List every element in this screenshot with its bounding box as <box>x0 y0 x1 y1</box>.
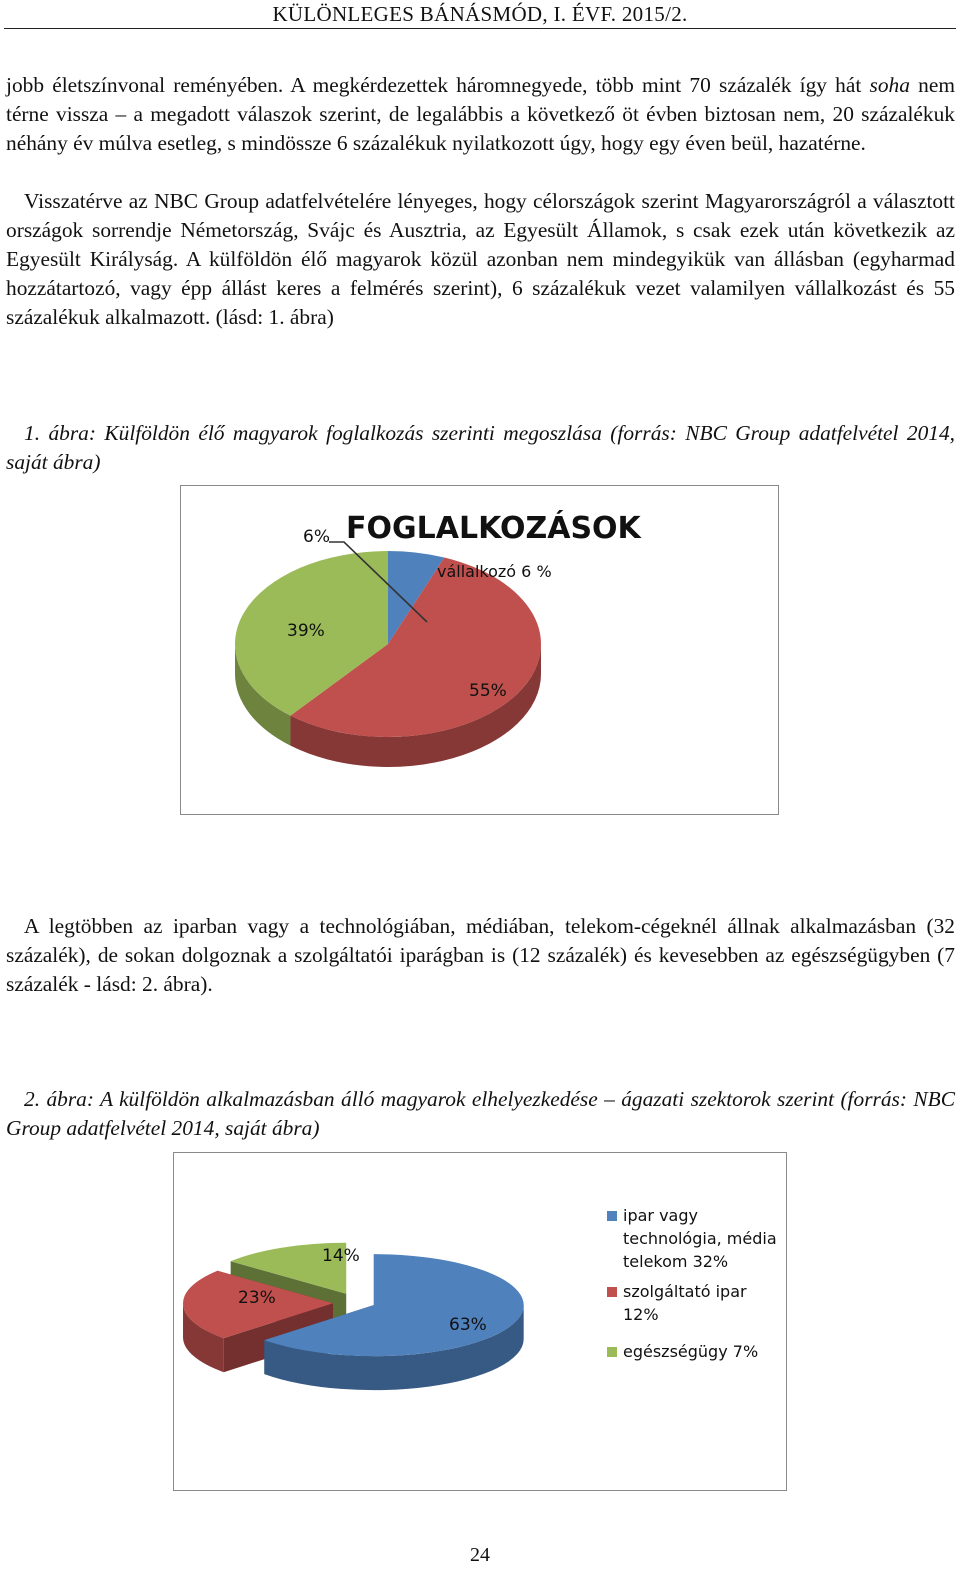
paragraph-2-text: Visszatérve az NBC Group adatfelvételére lényeges, hogy célországok szerint Magyarországról a választott országok sorrendje Németország, Svájc és Ausztria, az Egyesült Államok, s csak ezek után következik az Egyesült Királyság. A külföldön élő magyarok közül azonban nem mindegyikük van állásban (egyharmad hozzátartozó, vagy épp állást keres a felmérés szerint), 6 százalékuk vezet valamilyen vállalkozást és 55 százalékuk alkalmazott. (lásd: 1. ábra) <box>6 189 955 329</box>
paragraph-3 <box>6 912 955 999</box>
figure-2-caption-text: 2. ábra: A külföldön alkalmazásban álló magyarok elhelyezkedése – ágazati szektorok szerint (forrás: NBC Group adatfelvétel 2014, saját ábra) <box>6 1087 955 1140</box>
chart1-label-0: 6% <box>303 527 330 547</box>
paragraph-2 <box>6 187 955 332</box>
chart2-legend-label-0-1: technológia, média <box>623 1229 777 1248</box>
paragraph-1-emphasis: soha <box>869 73 910 97</box>
running-header <box>0 0 960 30</box>
chart1-title: FOGLALKOZÁSOK <box>346 511 641 546</box>
page-number-text: 24 <box>470 1544 490 1566</box>
chart2-label-2: 14% <box>322 1246 360 1266</box>
header-rule <box>4 28 956 29</box>
chart2-legend-swatch-0 <box>607 1211 617 1221</box>
chart2-legend-swatch-2 <box>607 1347 617 1357</box>
paragraph-1-part-b: nem térne vissza – a megadott válaszok szerint, de legalábbis a következő öt évben biztosan nem, 20 százalékuk néhány év múlva esetleg, s mindössze 6 százalékuk nyilatkozott úgy, hogy egy éven beül, hazatérne. <box>6 73 955 155</box>
page-number <box>0 1544 960 1567</box>
chart1-legend-swatch <box>422 566 432 576</box>
figure-2-chart <box>173 1152 787 1491</box>
chart1-label-1: 55% <box>469 681 507 701</box>
paragraph-1-part-a: jobb életszínvonal reményében. A megkérdezettek háromnegyede, több mint 70 százalék így hát <box>6 73 870 97</box>
chart1-label-2: 39% <box>287 621 325 641</box>
chart1-legend-label: vállalkozó 6 % <box>437 562 552 581</box>
figure-1-chart-svg <box>181 486 780 816</box>
chart2-legend-label-1-0: szolgáltató ipar <box>623 1282 747 1301</box>
paragraph-1 <box>6 71 955 158</box>
chart2-legend-label-0-0: ipar vagy <box>623 1206 698 1225</box>
figure-1-caption-text: 1. ábra: Külföldön élő magyarok foglalkozás szerinti megoszlása (forrás: NBC Group adatfelvétel 2014, saját ábra) <box>6 421 955 474</box>
paragraph-3-text: A legtöbben az iparban vagy a technológiában, médiában, telekom-cégeknél állnak alkalmazásban (32 százalék), de sokan dolgoznak a szolgáltatói iparágban is (12 százalék) és kevesebben az egészségügyben (7 százalék - lásd: 2. ábra). <box>6 914 955 996</box>
chart2-label-0: 63% <box>449 1315 487 1335</box>
figure-2-chart-svg <box>174 1153 788 1492</box>
figure-1-caption <box>6 419 955 477</box>
chart2-legend-label-2-0: egészségügy 7% <box>623 1342 759 1361</box>
chart2-legend-label-1-1: 12% <box>623 1305 659 1324</box>
running-title: KÜLÖNLEGES BÁNÁSMÓD, I. ÉVF. 2015/2. <box>272 2 688 26</box>
figure-1-chart <box>180 485 779 815</box>
figure-2-caption <box>6 1085 955 1143</box>
chart2-legend-label-0-2: telekom 32% <box>623 1252 729 1271</box>
chart2-label-1: 23% <box>238 1288 276 1308</box>
chart2-legend-swatch-1 <box>607 1287 617 1297</box>
